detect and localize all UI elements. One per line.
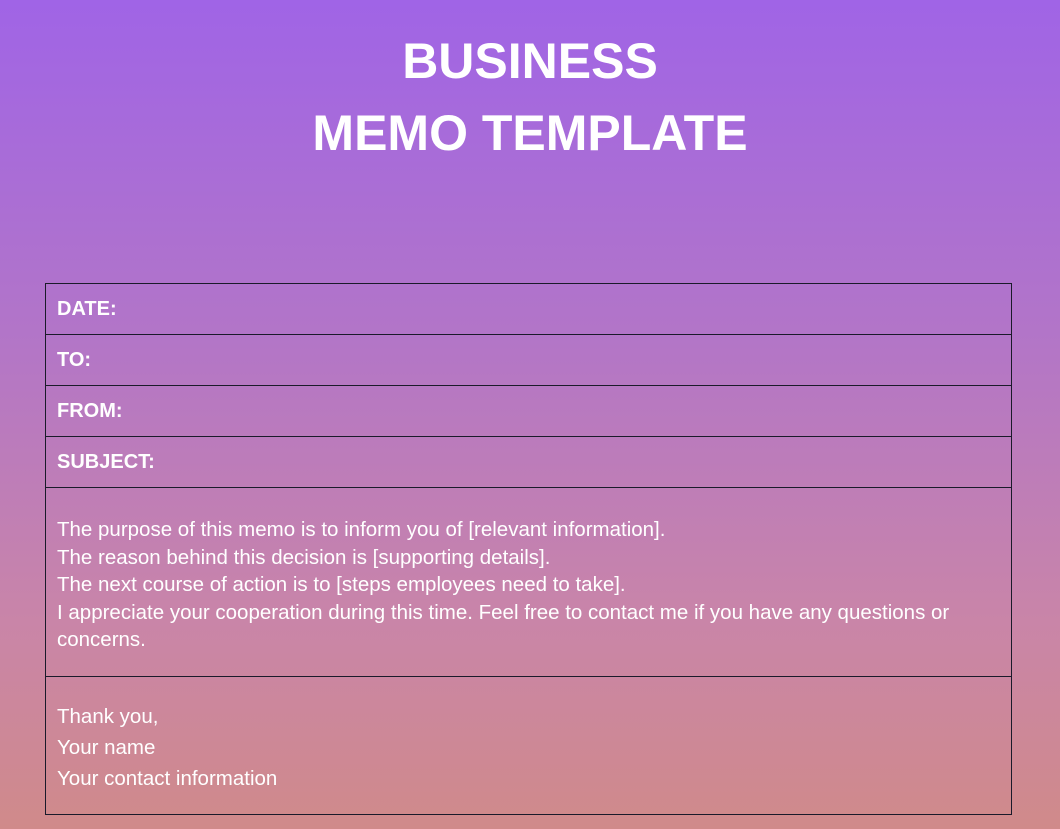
subject-label: SUBJECT: xyxy=(57,450,155,473)
subject-row[interactable] xyxy=(46,437,1011,488)
memo-table xyxy=(45,283,1012,815)
date-row[interactable] xyxy=(46,284,1011,335)
to-label: TO: xyxy=(57,348,92,371)
memo-title-line-1: BUSINESS xyxy=(402,33,658,89)
memo-signature[interactable] xyxy=(46,677,1011,814)
signature-name: Your name xyxy=(57,736,156,759)
memo-body[interactable] xyxy=(46,488,1011,677)
signature-contact: Your contact information xyxy=(57,767,278,790)
from-label: FROM: xyxy=(57,399,123,422)
body-line-closing-note: I appreciate your cooperation during this time. Feel free to contact me if you have any questions or concerns. xyxy=(57,600,950,651)
to-row[interactable] xyxy=(46,335,1011,386)
body-line-purpose: The purpose of this memo is to inform you of [relevant information]. xyxy=(57,518,666,541)
body-line-reason: The reason behind this decision is [supporting details]. xyxy=(57,545,551,569)
memo-title-line-2: MEMO TEMPLATE xyxy=(312,105,748,161)
body-line-action: The next course of action is to [steps employees need to take]. xyxy=(57,573,626,596)
signature-closing: Thank you, xyxy=(57,705,159,728)
date-label: DATE: xyxy=(57,297,117,320)
from-row[interactable] xyxy=(46,386,1011,437)
